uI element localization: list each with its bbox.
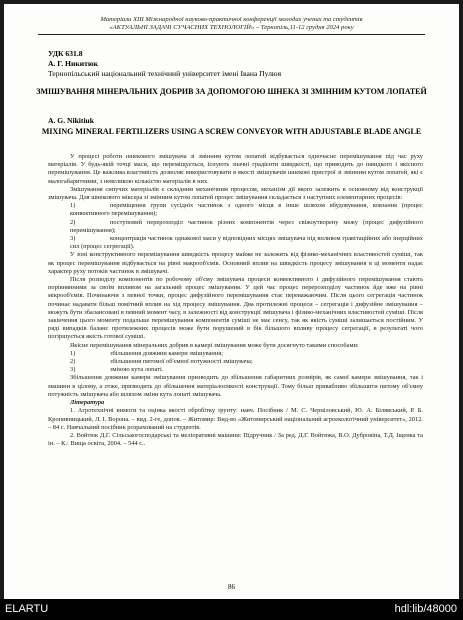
page-number: 86 <box>228 583 235 591</box>
list-number: 2) <box>70 358 76 366</box>
list-text: зміною кута лопаті. <box>110 366 164 374</box>
reference-item: 2. Войтюк Д.Г. Сільськогосподарські та меліоративні машини: Підручник / За ред. Д.Г. Войтюка, В.О. Дубровіна, Т.Д. Іщенка та ін. – К.: Вища освіта, 2004. – 544 с.. <box>48 431 423 448</box>
list-number: 3) <box>70 366 76 374</box>
paragraph: У процесі роботи шнекового змішувача зі змінним кутом лопатей відбувається одночасне перемішування під час руху матеріалів. У будь-якій точці маси, що переміщується, існують значні градієнти швидкості, що приводить до швидкого і якісного перемішування. Це важлива властивість дозволяє використовувати в якості змішувачів шнекові пристрої зі змінним кутом лопатей, які є малогабаритними, з невеликою кількістю матеріалів в них. <box>48 153 423 185</box>
title-ua: ЗМІШУВАННЯ МІНЕРАЛЬНИХ ДОБРИВ ЗА ДОПОМОГОЮ ШНЕКА ЗІ ЗМІННИМ КУТОМ ЛОПАТЕЙ <box>36 87 427 96</box>
list-text: переміщення групи сусідніх частинок з одного місця в інше шляхом вбудовування, ковзання (процес конвективного перемішування); <box>70 202 423 218</box>
list-item <box>48 358 423 366</box>
list-item <box>48 366 423 374</box>
list-text: збільшення питомої об'ємної потужності змішувача; <box>110 358 253 366</box>
header-rule <box>38 34 425 35</box>
author-en: A. G. Nikitiuk <box>48 116 94 125</box>
list-number: 1) <box>70 202 76 210</box>
author-ua: А. Г. Никитюк <box>48 59 98 68</box>
affiliation: Тернопільський національний технічний університет імені Івана Пулюя <box>48 69 282 78</box>
document-page <box>4 4 459 599</box>
udk-code: УДК 631.8 <box>48 49 83 58</box>
list-item <box>48 202 423 218</box>
reference-item: 1. Агротехнічні вимоги та оцінка якості обробітку ґрунту: навч. Посібник / М. С. Черніловський, Ю. А. Білявський, Р. Б. Кропивницький, Л. І. Ворона. – вид. 2-ге, допов. – Житомир: Вид-во «Житомирський національний агроекологічний університет», 2012. – 84 с. Навчальний посібник розрахований на студентів. <box>48 407 423 431</box>
repository-footer-bar <box>0 599 463 620</box>
list-text: поступовий перерозподіл частинок різних компонентів через свіжоутворену межу (процес дифузійного перемішування); <box>70 218 423 234</box>
repository-name: ELARTU <box>5 603 49 615</box>
list-text: концентрація частинок однакової маси у відповідних місцях змішувача під впливом гравітаційних або інерційних сил (процес сегрегації). <box>70 235 423 251</box>
references-heading: Література <box>70 399 105 407</box>
list-number: 3) <box>70 235 76 243</box>
list-number: 2) <box>70 218 76 226</box>
list-number: 1) <box>70 349 76 357</box>
paragraph: Після розподілу компонентів по робочому об'єму змішувача процеси конвективного і дифузійного перемішування стають порівнянними за своїм впливом на загальний процес змішування. У цей час процес перерозподілу частинок йде вже на рівні мікрооб'ємів. Починаючи з певної точки, процес дифузійного перемішування стає переважаючим. Після цього сегрегація частинок починає надавати більш помітний вплив на хід процесу змішування. Два протилежні процеси – сегрегація і дифузійне змішування – можуть бути збалансовані в певний момент часу, в залежності від конструкції змішувача і фізико-механічних властивостей суміші. Після закінчення цього моменту подальше перемішування компонентів суміші не має сенсу, так як якість суміші залишається постійним. У рядi випадків баланс протилежних процесів може бути порушений в бік більшого впливу процесу сегрегації, в результаті чого погіршується якість готової суміші. <box>48 276 423 341</box>
list-item <box>48 219 423 235</box>
paragraph: Збільшення довжини камери змішування призводить до збільшення габаритних розмірів, як самої камери змішування, так і машини в цілому, а отже, призводить до збільшення матеріалоємкості конструкції. Тому більш привабливо збільшити питому об'ємну потужність змішувача або шляхом зміни кута лопаті змішувача. <box>48 374 423 398</box>
paragraph: У зоні конструктивного перемішування швидкість процесу майже не залежить від фізико-механічних властивостей суміші, так як процес перемішування відбувається на рівні макрооб'ємів. Основний вплив на швидкість процесу змішування в ці моменти надає характер руху потоків частинок в змішувачі. <box>48 251 423 275</box>
list-item <box>48 235 423 251</box>
list-item <box>48 350 423 358</box>
paragraph: Змішування сипучих матеріалів є складним механічним процесом, механізм дії якого залежить в основному від конструкції змішувача. Для шнекового міксера зі змінним кутом лопатей процес змішування складається з наступних елементарних процесів: <box>48 185 423 202</box>
conference-header <box>4 16 459 32</box>
title-en: MIXING MINERAL FERTILIZERS USING A SCREW CONVEYOR WITH ADJUSTABLE BLADE ANGLE <box>41 127 422 136</box>
paragraph: Якісне перемішування мінеральних добрив в камері змішування може бути досягнуто такими способами: <box>70 341 359 349</box>
article-body <box>48 153 423 448</box>
handle-id: hdl:lib/48000 <box>394 603 457 615</box>
header-line-2: «АКТУАЛЬНІ ЗАДАЧІ СУЧАСНИХ ТЕХНОЛОГІЙ» – Тернопіль,11-12 грудня 2024 року <box>109 24 354 31</box>
list-text: збільшення довжини камери змішування; <box>110 349 223 357</box>
header-line-1: Матеріали XIII Міжнародної науково-практичної конференції молодих учених та студентів <box>100 16 363 23</box>
